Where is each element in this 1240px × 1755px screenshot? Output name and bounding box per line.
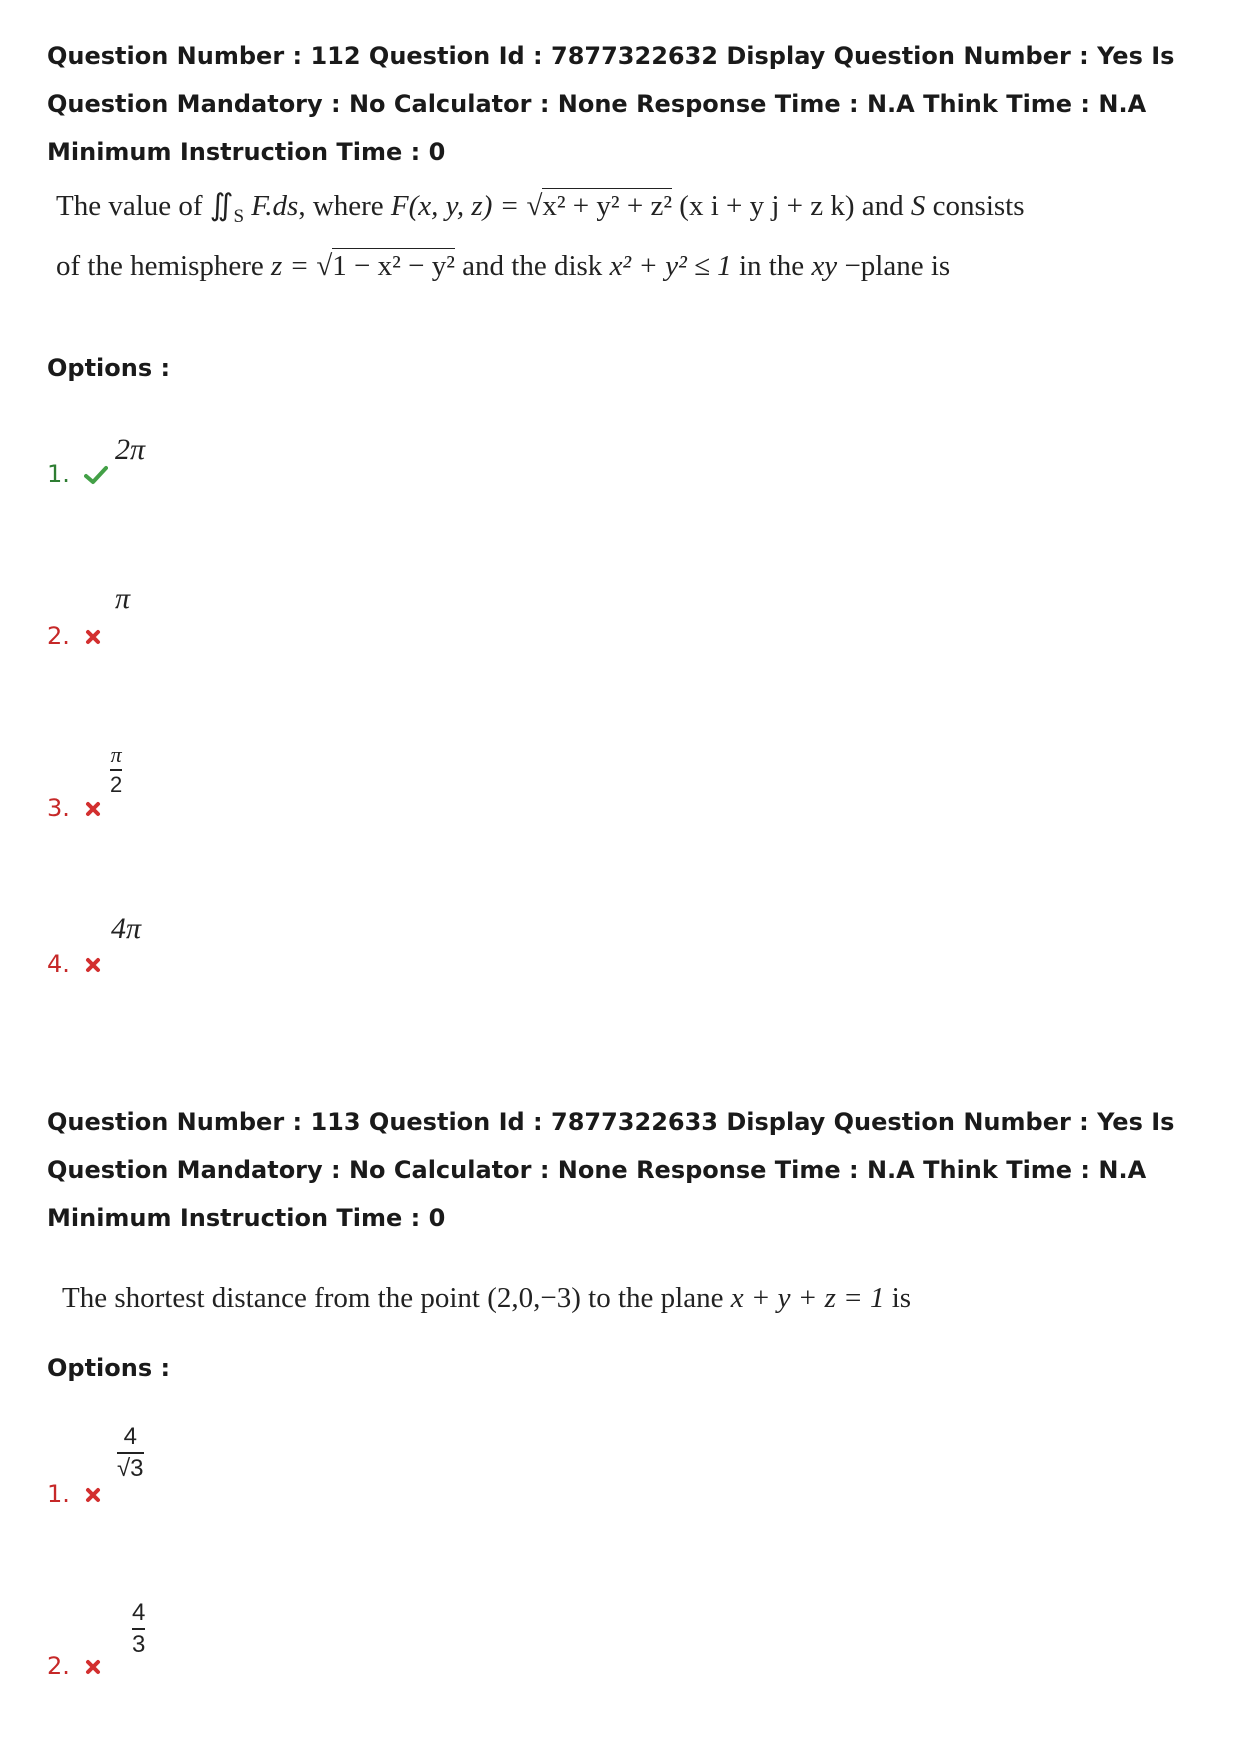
option-value: 2π (115, 433, 146, 466)
option-value: $\frac{4}{√3}$ (117, 1423, 144, 1483)
cross-icon (84, 1658, 102, 1676)
question-stem-113: The shortest distance from the point (2,0,−3) to the plane x + y + z = 1 is (62, 1282, 912, 1314)
option-value: $\frac{4}{3}$ (132, 1599, 146, 1659)
cross-icon (84, 956, 102, 974)
option-1: 1. (47, 1480, 102, 1508)
options-label: Options : (47, 1354, 171, 1382)
option-value: $\frac{\pi}{2}$ (110, 742, 123, 798)
check-icon (84, 465, 108, 485)
options-label: Options : (47, 354, 171, 382)
double-integral-symbol: ∬ (209, 189, 234, 222)
option-4: 4. (47, 950, 102, 978)
option-2: 2. (47, 622, 102, 650)
cross-icon (84, 1486, 102, 1504)
question-header-112: Question Number : 112 Question Id : 7877322632 Display Question Number : Yes Is Question Mandatory : No Calculator : None Response Time : N.A Think Time : N.A Minimum Instruction Time : 0 (47, 42, 1175, 166)
cross-icon (84, 800, 102, 818)
option-1: 1. (47, 460, 108, 488)
option-3: 3. (47, 794, 102, 822)
option-value: π (115, 582, 131, 615)
question-stem-112-line1: The value of $∬_S$ F.ds, where F(x, y, z) = √x² + y² + z² (x i + y j + z k) and S consists (56, 189, 1025, 227)
option-value: 4π (111, 912, 142, 945)
question-header-113: Question Number : 113 Question Id : 7877322633 Display Question Number : Yes Is Question Mandatory : No Calculator : None Response Time : N.A Think Time : N.A Minimum Instruction Time : 0 (47, 1108, 1175, 1232)
cross-icon (84, 628, 102, 646)
option-2: 2. (47, 1652, 102, 1680)
question-stem-112-line2: of the hemisphere z = √1 − x² − y² and the disk x² + y² ≤ 1 in the xy −plane is (56, 250, 951, 282)
